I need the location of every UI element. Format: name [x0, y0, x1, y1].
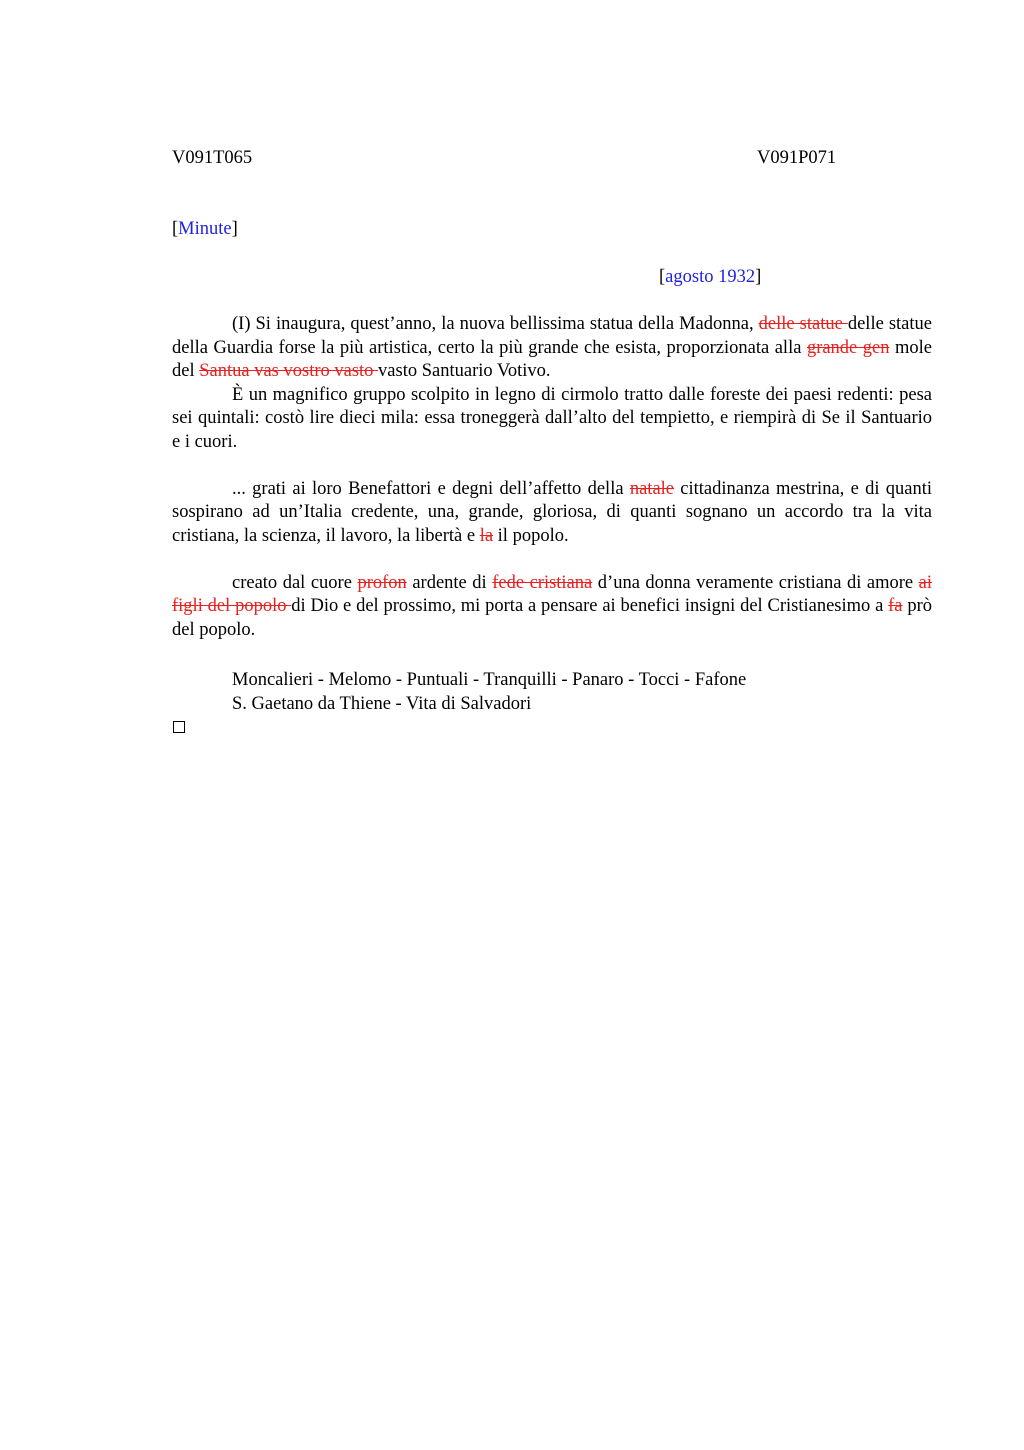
deleted-text: fede cristiana: [492, 572, 593, 593]
text-run: vasto Santuario Votivo.: [378, 361, 551, 381]
text-run: mole del: [172, 337, 932, 381]
text-run: prò del popolo.: [172, 596, 932, 640]
text-run: di Dio e del prossimo, mi porta a pensare ai benefici insigni del Cristianesimo a: [291, 596, 889, 616]
deleted-text: grande gen: [806, 337, 890, 358]
deleted-text: Santua vas vostro vasto: [199, 361, 379, 381]
text-run: d’una donna veramente cristiana di amore: [592, 572, 919, 593]
text-run: È un magnifico gruppo scolpito in legno di cirmolo tratto dalle foreste dei paesi redenti: pesa sei quintali: costò lire dieci mila: essa troneggerà dall’alto del tempietto, e riempirà di Se il Santuario e i cuori.: [172, 384, 932, 452]
paragraph-3: [172, 478, 932, 549]
paragraph-4: [172, 572, 932, 643]
names-line-2: S. Gaetano da Thiene - Vita di Salvadori: [232, 693, 532, 714]
text-run: cittadinanza mestrina, e di quanti sospirano ad un’Italia credente, una, grande, gloriosa, di quanti sognano un accordo tra la vita cristiana, la scienza, il lavoro, la libertà e: [172, 478, 932, 546]
document-code-right: V091P071: [757, 148, 837, 168]
bracket-open: [: [172, 219, 179, 239]
document-code-left: V091T065: [172, 148, 253, 168]
bracket-open: [: [659, 267, 666, 287]
names-list: [232, 669, 746, 716]
date-text: agosto 1932: [665, 267, 756, 287]
text-run: (I) Si inaugura, quest’anno, la nuova bellissima statua della Madonna,: [232, 314, 759, 334]
paragraph-2: [172, 384, 932, 455]
paragraph-1: [172, 313, 932, 384]
text-run: ardente di: [406, 572, 493, 593]
text-run: ... grati ai loro Benefattori e degni dell’affetto della: [232, 478, 630, 499]
names-line-1: Moncalieri - Melomo - Puntuali - Tranquilli - Panaro - Tocci - Fafone: [232, 670, 747, 690]
bracket-close: ]: [231, 219, 238, 239]
deleted-text: profon: [357, 572, 407, 593]
empty-square-icon: [173, 721, 185, 733]
deleted-text: la: [479, 525, 494, 546]
text-run: creato dal cuore: [232, 572, 358, 593]
document-body: [172, 313, 932, 642]
date-label: [659, 266, 761, 288]
deleted-text: fa: [888, 596, 903, 616]
deleted-text: delle statue: [758, 314, 848, 334]
deleted-text: ai figli del popolo: [172, 572, 932, 616]
text-run: delle statue della Guardia forse la più artistica, certo la più grande che esista, proporzionata alla: [172, 314, 932, 358]
bracket-close: ]: [755, 267, 762, 287]
text-run: il popolo.: [493, 525, 569, 546]
minute-label: [172, 218, 238, 240]
deleted-text: natale: [629, 478, 675, 499]
minute-text: Minute: [178, 219, 232, 239]
